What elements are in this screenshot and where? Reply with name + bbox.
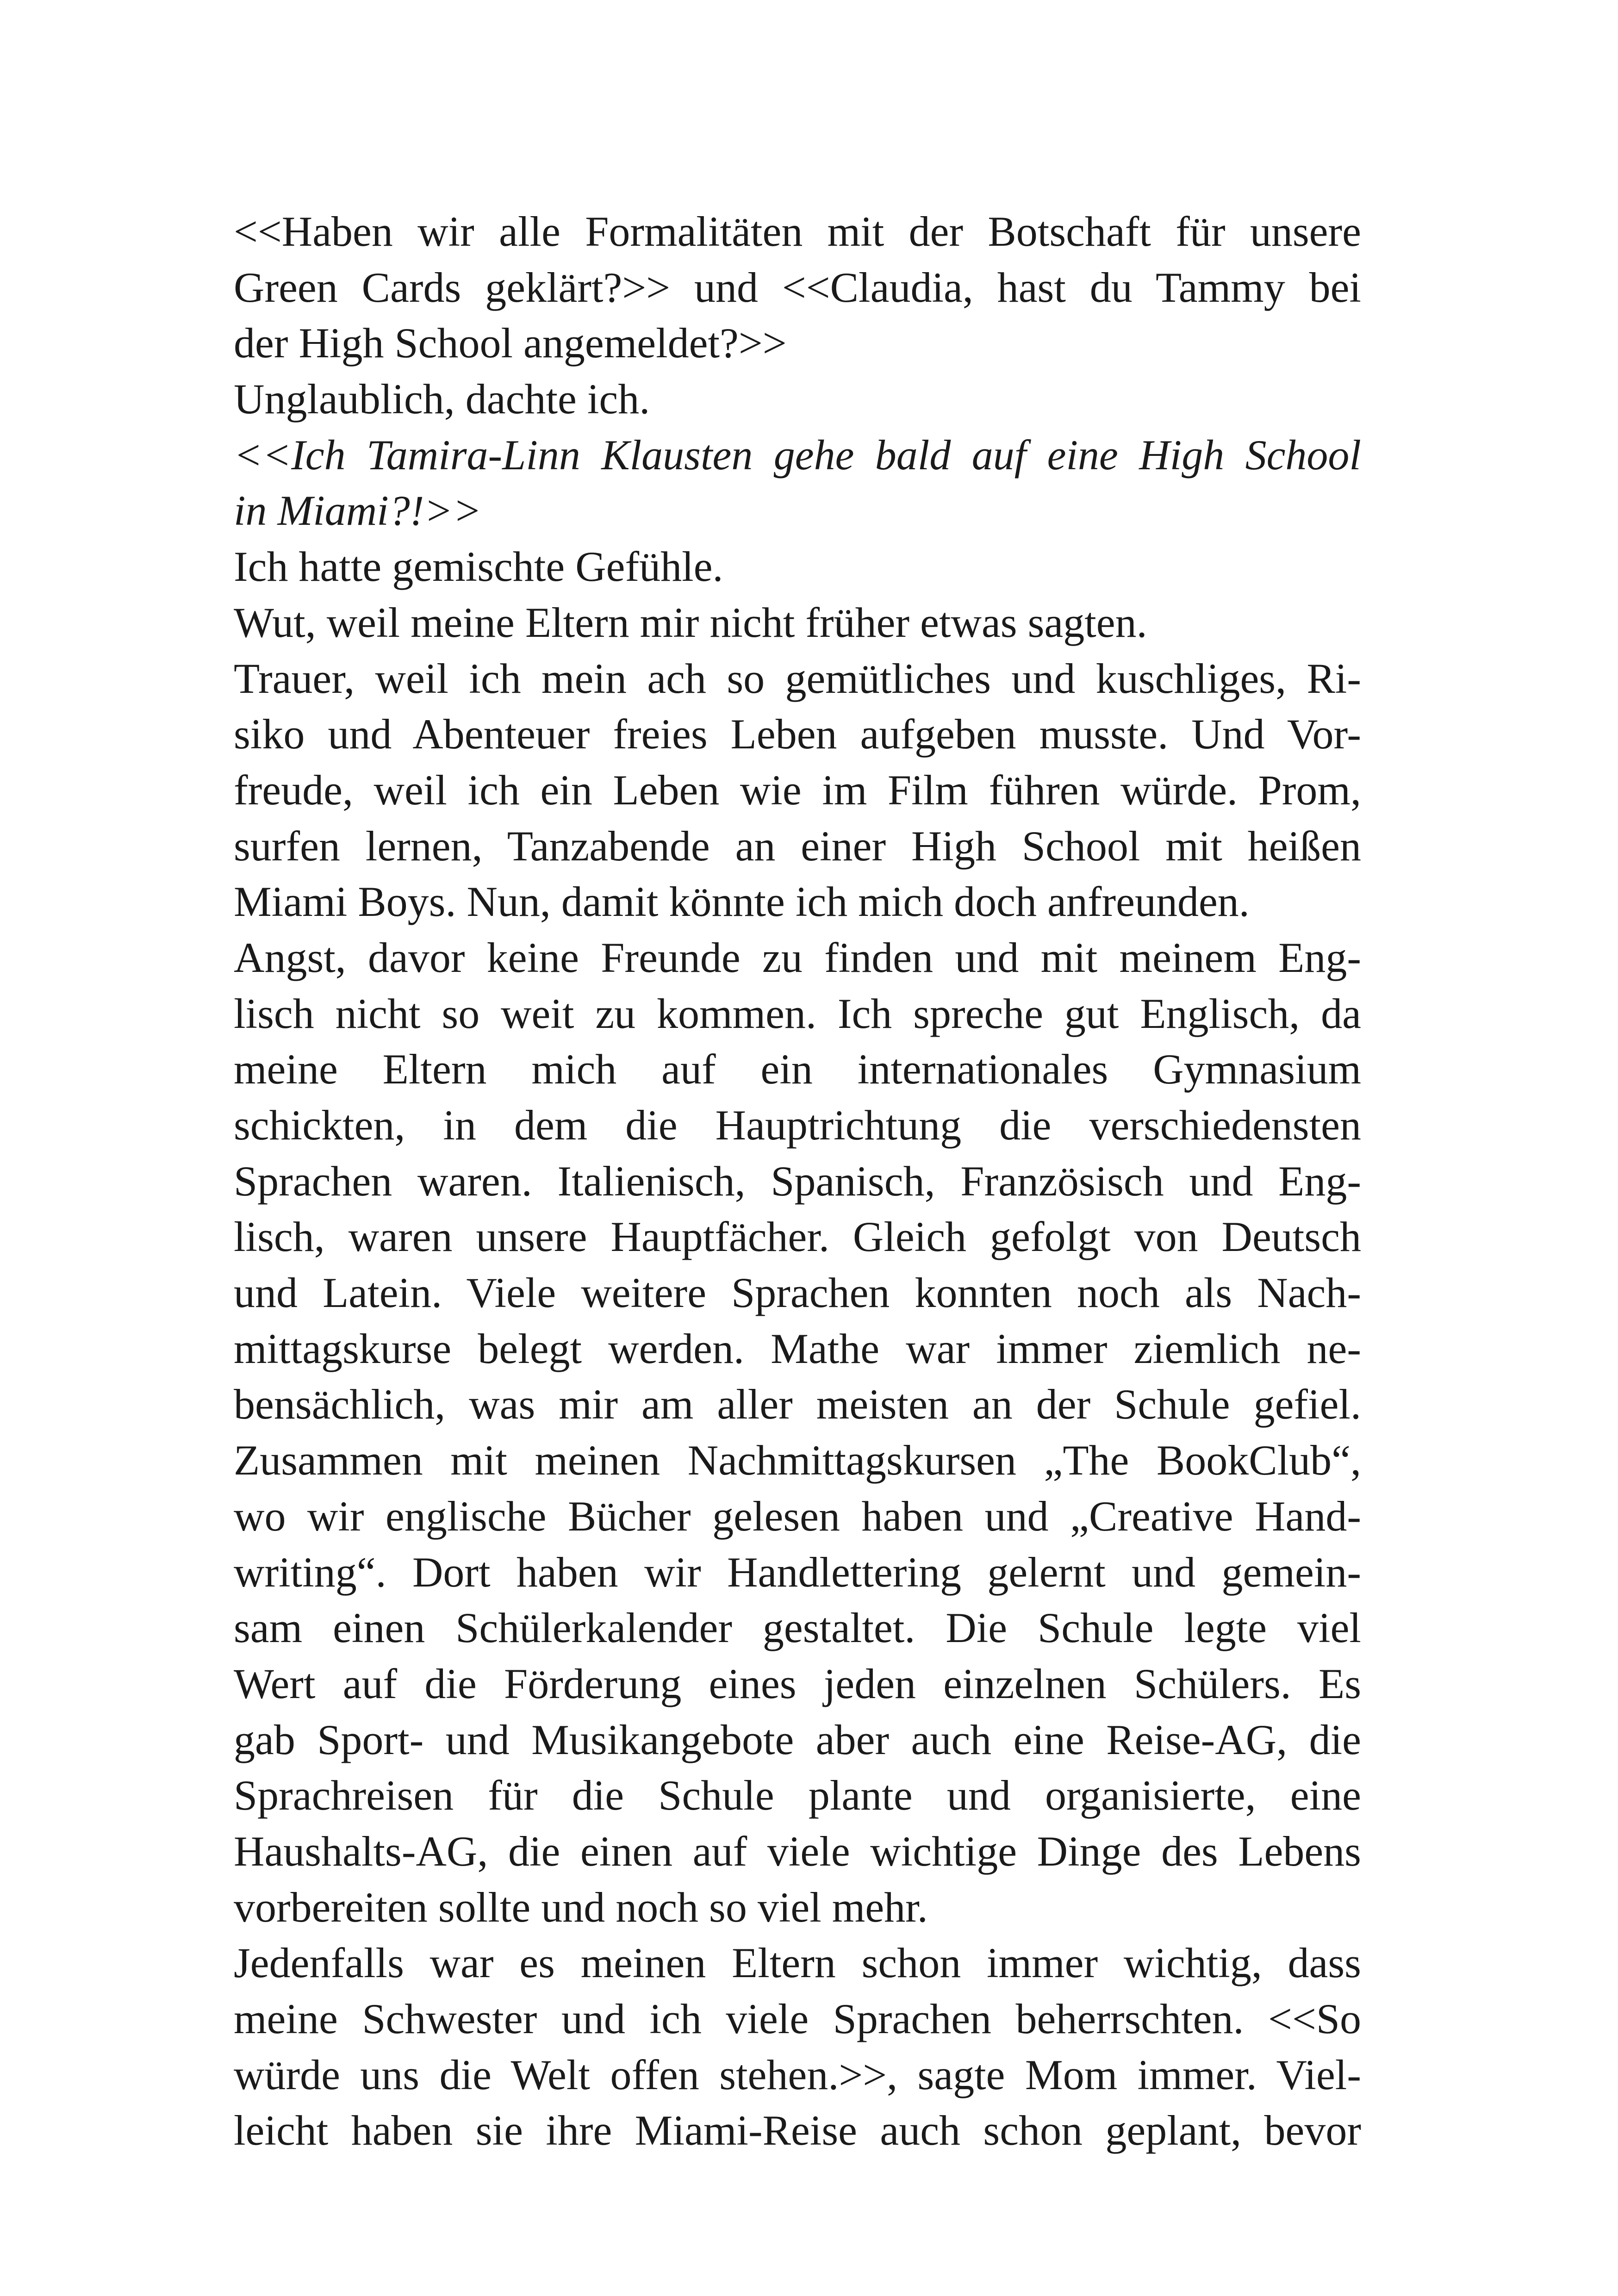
text-line: vorbereiten sollte und noch so viel mehr.	[234, 1883, 928, 1931]
text-line: würde uns die Welt offen stehen.>>, sagte Mom immer. Viel-	[234, 2051, 1361, 2098]
text-line: surfen lernen, Tanzabende an einer High School mit heißen	[234, 822, 1361, 870]
text-line: Wert auf die Förderung eines jeden einzelnen Schülers. Es	[234, 1660, 1361, 1707]
text-line: bensächlich, was mir am aller meisten an der Schule gefiel.	[234, 1381, 1361, 1428]
text-line: Sprachen waren. Italienisch, Spanisch, Französisch und Eng-	[234, 1157, 1361, 1205]
text-line: Sprachreisen für die Schule plante und organisierte, eine	[234, 1772, 1361, 1819]
text-line: leicht haben sie ihre Miami-Reise auch schon geplant, bevor	[234, 2107, 1361, 2154]
text-line: der High School angemeldet?>>	[234, 319, 787, 367]
text-line: lisch nicht so weit zu kommen. Ich spreche gut Englisch, da	[234, 989, 1361, 1037]
text-line: gab Sport- und Musikangebote aber auch eine Reise-AG, die	[234, 1716, 1361, 1763]
text-line: Wut, weil meine Eltern mir nicht früher etwas sagten.	[234, 598, 1147, 646]
text-line: schickten, in dem die Hauptrichtung die verschiedensten	[234, 1101, 1361, 1149]
text-line: Zusammen mit meinen Nachmittagskursen „The BookClub“,	[234, 1437, 1361, 1484]
text-line: meine Schwester und ich viele Sprachen beherrschten. <<So	[234, 1995, 1361, 2042]
text-line: Jedenfalls war es meinen Eltern schon immer wichtig, dass	[234, 1939, 1361, 1987]
body-text	[234, 204, 1361, 2159]
text-line: in Miami?!>>	[234, 487, 482, 535]
text-line: writing“. Dort haben wir Handlettering gelernt und gemein-	[234, 1548, 1361, 1596]
text-line: sam einen Schülerkalender gestaltet. Die Schule legte viel	[234, 1604, 1361, 1652]
text-line: freude, weil ich ein Leben wie im Film führen würde. Prom,	[234, 766, 1361, 814]
text-line: Green Cards geklärt?>> und <<Claudia, hast du Tammy bei	[234, 263, 1361, 311]
text-line: wo wir englische Bücher gelesen haben und „Creative Hand-	[234, 1492, 1361, 1540]
text-line: mittagskurse belegt werden. Mathe war immer ziemlich ne-	[234, 1325, 1361, 1372]
text-line: Angst, davor keine Freunde zu finden und mit meinem Eng-	[234, 933, 1361, 981]
text-line: und Latein. Viele weitere Sprachen konnten noch als Nach-	[234, 1269, 1361, 1317]
text-line: Haushalts-AG, die einen auf viele wichtige Dinge des Lebens	[234, 1827, 1361, 1875]
text-line: siko und Abenteuer freies Leben aufgeben musste. Und Vor-	[234, 710, 1361, 758]
text-line: <<Ich Tamira-Linn Klausten gehe bald auf eine High School	[234, 431, 1361, 479]
text-line: Trauer, weil ich mein ach so gemütliches und kuschliges, Ri-	[234, 654, 1361, 702]
text-line: Miami Boys. Nun, damit könnte ich mich doch anfreunden.	[234, 878, 1250, 926]
text-line: meine Eltern mich auf ein internationales Gymnasium	[234, 1045, 1361, 1093]
text-line: lisch, waren unsere Hauptfächer. Gleich gefolgt von Deutsch	[234, 1213, 1361, 1261]
text-line: Unglaublich, dachte ich.	[234, 375, 650, 423]
text-line: Ich hatte gemischte Gefühle.	[234, 543, 723, 591]
text-line: <<Haben wir alle Formalitäten mit der Botschaft für unsere	[234, 208, 1361, 255]
